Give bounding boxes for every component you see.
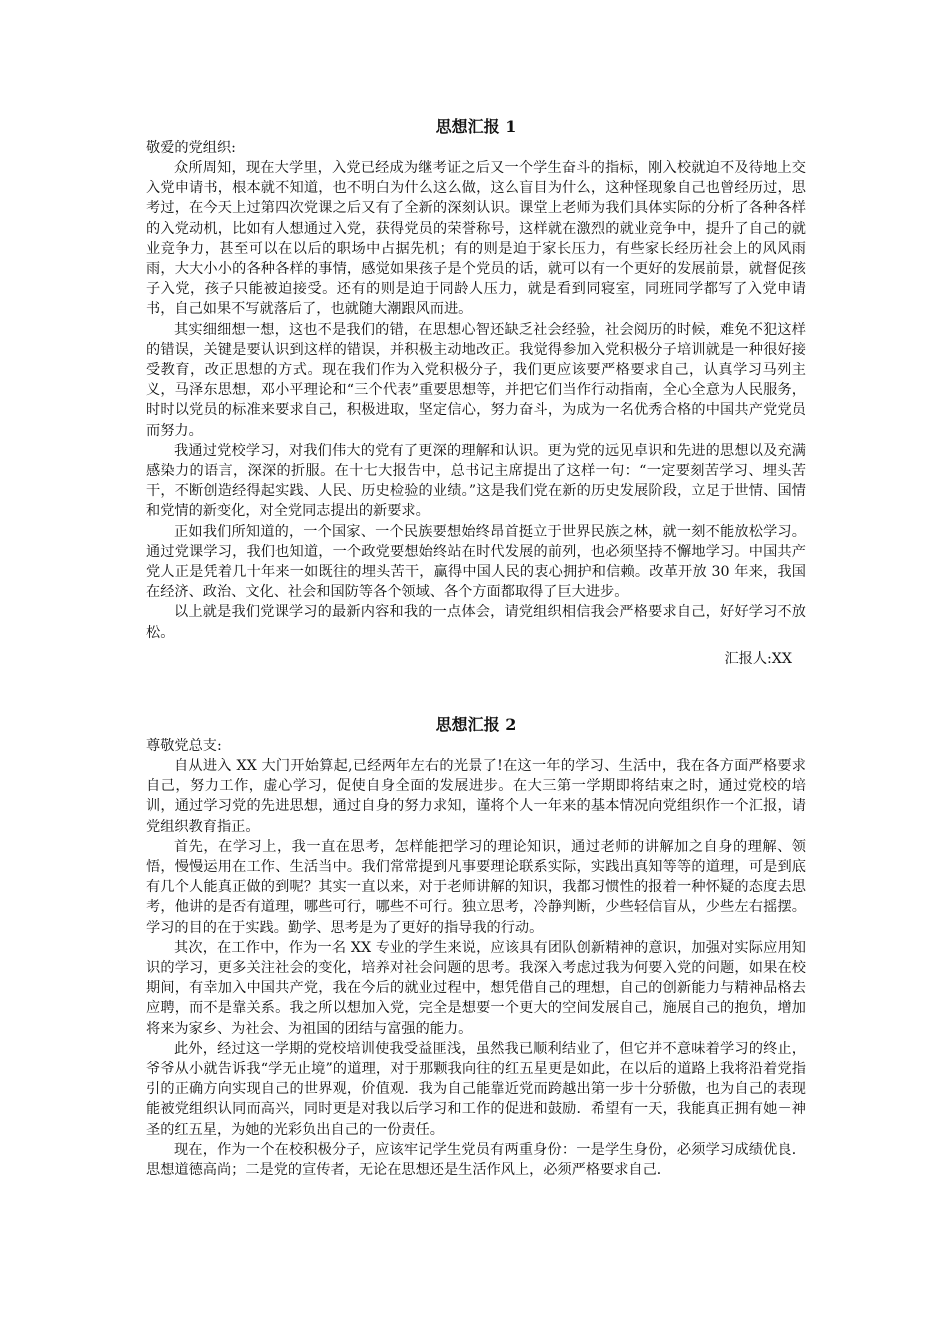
- report-1: [146, 116, 806, 669]
- report-2-paragraph: 自从进入 XX 大门开始算起,已经两年左右的光景了!在这一年的学习、生活中，我在各方面严格要求自己，努力工作，虚心学习，促使自身全面的发展进步。在大三第一学期即将结束之时，通过党校的培训，通过学习党的先进思想，通过自身的努力求知，谨将个人一年来的基本情况向党组织作一个汇报，请党组织教育指正。: [146, 758, 806, 835]
- report-1-salutation: 敬爱的党组织:: [146, 140, 236, 156]
- report-2-paragraph: 首先，在学习上，我一直在思考，怎样能把学习的理论知识，通过老师的讲解加之自身的理解、领悟，慢慢运用在工作、生活当中。我们常常提到凡事要理论联系实际，实践出真知等等的道理，可是到底有几个人能真正做的到呢？其实一直以来，对于老师讲解的知识，我都习惯性的报着一种怀疑的态度去思考，他讲的是否有道理，哪些可行，哪些不可行。独立思考，冷静判断，少些轻信盲从，少些左右摇摆。学习的目的在于实践。勤学、思考是为了更好的指导我的行动。: [146, 838, 806, 936]
- report-1-title: 思想汇报 1: [435, 117, 517, 136]
- report-2-paragraph: 现在，作为一个在校积极分子，应该牢记学生党员有两重身份：一是学生身份，必须学习成绩优良．思想道德高尚；二是党的宣传者，无论在思想还是生活作风上，必须严格要求自己．: [146, 1141, 806, 1179]
- report-1-paragraph: 我通过党校学习，对我们伟大的党有了更深的理解和认识。更为党的远见卓识和先进的思想以及充满感染力的语言，深深的折服。在十七大报告中，总书记主席提出了这样一句：“一定要刻苦学习、埋头苦干，不断创造经得起实践、人民、历史检验的业绩。”这是我们党在新的历史发展阶段，立足于世情、国情和党情的新变化，对全党同志提出的新要求。: [146, 442, 806, 520]
- report-2-paragraph: 此外，经过这一学期的党校培训使我受益匪浅，虽然我已顺利结业了，但它并不意味着学习的终止，爷爷从小就告诉我“学无止境”的道理，对于那颗我向往的红五星更是如此，在以后的道路上我将沿着党指引的正确方向实现自己的世界观，价值观．我为自己能靠近党而跨越出第一步十分骄傲，也为自己的表现能被党组织认同而高兴，同时更是对我以后学习和工作的促进和鼓励．希望有一天，我能真正拥有她－神圣的红五星，为她的光彩负出自己的一份责任。: [146, 1040, 806, 1138]
- report-1-paragraph: 众所周知，现在大学里，入党已经成为继考证之后又一个学生奋斗的指标，刚入校就迫不及待地上交入党申请书，根本就不知道，也不明白为什么这么做，这么盲目为什么，这种怪现象自己也曾经历过，思考过，在今天上过第四次党课之后又有了全新的深刻认识。课堂上老师为我们具体实际的分析了各种各样的入党动机，比如有人想通过入党，获得党员的荣誉称号，这样就在激烈的就业竞争中，提升了自己的就业竞争力，甚至可以在以后的职场中占据先机；有的则是迫于家长压力，有些家长经历社会上的风风雨雨，大大小小的各种各样的事情，感觉如果孩子是个党员的话，就可以有一个更好的发展前景，就督促孩子入党，孩子只能被迫接受。还有的则是迫于同龄人压力，就是看到同寝室，同班同学都写了入党申请书，自己如果不写就落后了，也就随大潮跟风而进。: [146, 160, 806, 318]
- report-1-paragraph: 其实细细想一想，这也不是我们的错，在思想心智还缺乏社会经验，社会阅历的时候，难免不犯这样的错误，关键是要认识到这样的错误，并积极主动地改正。我觉得参加入党积极分子培训就是一种很好接受教育，改正思想的方式。现在我们作为入党积极分子，我们更应该要严格要求自己，认真学习马列主义，马泽东思想，邓小平理论和“三个代表”重要思想等，并把它们当作行动指南，全心全意为人民服务，时时以党员的标准来要求自己，积极进取，坚定信心，努力奋斗，为成为一名优秀合格的中国共产党党员而努力。: [146, 321, 806, 439]
- report-2: [146, 714, 806, 1180]
- report-1-signer: 汇报人:XX: [724, 650, 792, 667]
- report-2-salutation: 尊敬党总支:: [146, 738, 222, 754]
- report-1-paragraph: 正如我们所知道的，一个国家、一个民族要想始终昂首挺立于世界民族之林，就一刻不能放松学习。通过党课学习，我们也知道，一个政党要想始终站在时代发展的前列，也必须坚持不懈地学习。中国共产党人正是凭着几十年来一如既往的埋头苦干，赢得中国人民的衷心拥护和信赖。改革开放 30 年来，我国在经济、政治、文化、社会和国防等各个领域、各个方面都取得了巨大进步。: [146, 523, 806, 601]
- report-2-title: 思想汇报 2: [435, 715, 517, 734]
- report-1-paragraph: 以上就是我们党课学习的最新内容和我的一点体会，请党组织相信我会严格要求自己，好好学习不放松。: [146, 604, 806, 641]
- report-2-paragraph: 其次，在工作中，作为一名 XX 专业的学生来说，应该具有团队创新精神的意识，加强对实际应用知识的学习，更多关注社会的变化，培养对社会问题的思考。我深入考虑过我为何要入党的问题，如果在校期间，有幸加入中国共产党，我在今后的就业过程中，想凭借自己的理想，自己的创新能力与精神品格去应聘，而不是靠关系。我之所以想加入党，完全是想要一个更大的空间发展自己，施展自己的抱负，增加将来为家乡、为社会、为祖国的团结与富强的能力。: [146, 939, 806, 1037]
